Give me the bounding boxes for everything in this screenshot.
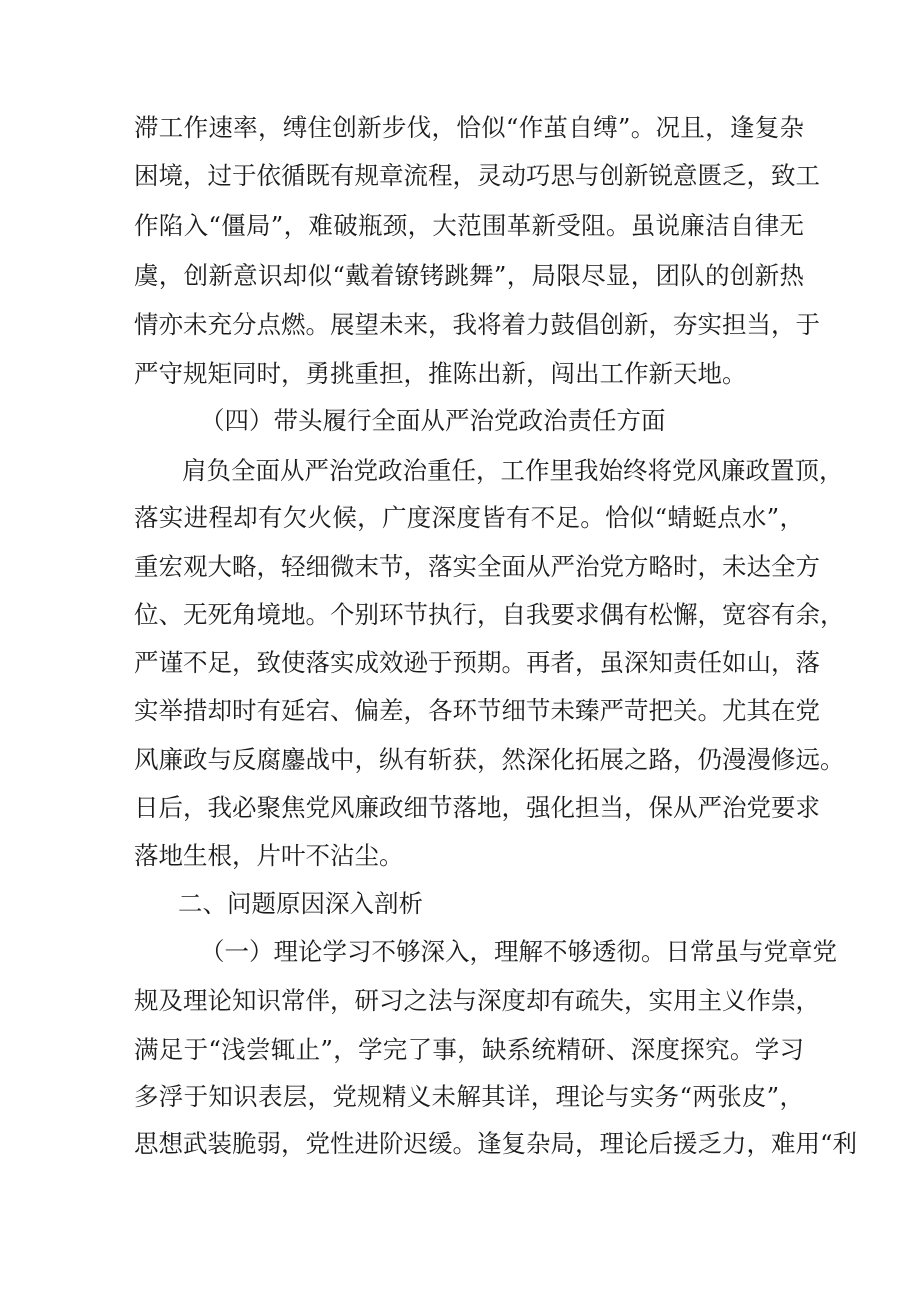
text-line: （一）理论学习不够深入，理解不够透彻。日常虽与党章党 bbox=[200, 937, 837, 966]
text-line: 实举措却时有延宕、偏差，各环节细节未臻严苛把关。尤其在党 bbox=[134, 696, 820, 725]
text-line: 位、无死角境地。个别环节执行，自我要求偶有松懈，宽容有余， bbox=[134, 600, 845, 629]
text-line: 规及理论知识常伴，研习之法与深度却有疏失，实用主义作祟， bbox=[134, 986, 820, 1015]
text-line: 满足于“浅尝辄止”，学完了事，缺系统精研、深度探究。学习 bbox=[134, 1035, 804, 1064]
text-line: 日后，我必聚焦党风廉政细节落地，强化担当，保从严治党要求 bbox=[134, 793, 820, 822]
text-line: 风廉政与反腐鏖战中，纵有斩获，然深化拓展之路，仍漫漫修远。 bbox=[134, 745, 845, 774]
text-line: 落实进程却有欠火候，广度深度皆有不足。恰似“蜻蜓点水”， bbox=[134, 503, 804, 532]
text-line: 多浮于知识表层，党规精义未解其详，理论与实务“两张皮”， bbox=[134, 1082, 804, 1111]
text-line: 情亦未充分点燃。展望未来，我将着力鼓倡创新，夯实担当，于 bbox=[134, 310, 820, 339]
section-heading: （四）带头履行全面从严治党政治责任方面 bbox=[200, 406, 666, 435]
text-line: 作陷入“僵局”，难破瓶颈，大范围革新受阻。虽说廉洁自律无 bbox=[134, 211, 804, 240]
text-line: 虞，创新意识却似“戴着镣铐跳舞”，局限尽显，团队的创新热 bbox=[134, 261, 804, 290]
text-line: 落地生根，片叶不沾尘。 bbox=[134, 841, 404, 870]
text-line: 滞工作速率，缚住创新步伐，恰似“作茧自缚”。况且，逢复杂 bbox=[134, 113, 804, 142]
text-line: 困境，过于依循既有规章流程，灵动巧思与创新锐意匮乏，致工 bbox=[134, 161, 820, 190]
text-line: 严守规矩同时，勇挑重担，推陈出新，闯出工作新天地。 bbox=[134, 359, 747, 388]
section-heading: 二、问题原因深入剖析 bbox=[178, 889, 423, 918]
text-line: 肩负全面从严治党政治重任，工作里我始终将党风廉政置顶， bbox=[182, 456, 844, 485]
text-line: 思想武装脆弱，党性进阶迟缓。逢复杂局，理论后援乏力，难用“利 bbox=[134, 1129, 858, 1158]
text-line: 重宏观大略，轻细微末节，落实全面从严治党方略时，未达全方 bbox=[134, 552, 820, 581]
text-line: 严谨不足，致使落实成效逊于预期。再者，虽深知责任如山，落 bbox=[134, 648, 820, 677]
